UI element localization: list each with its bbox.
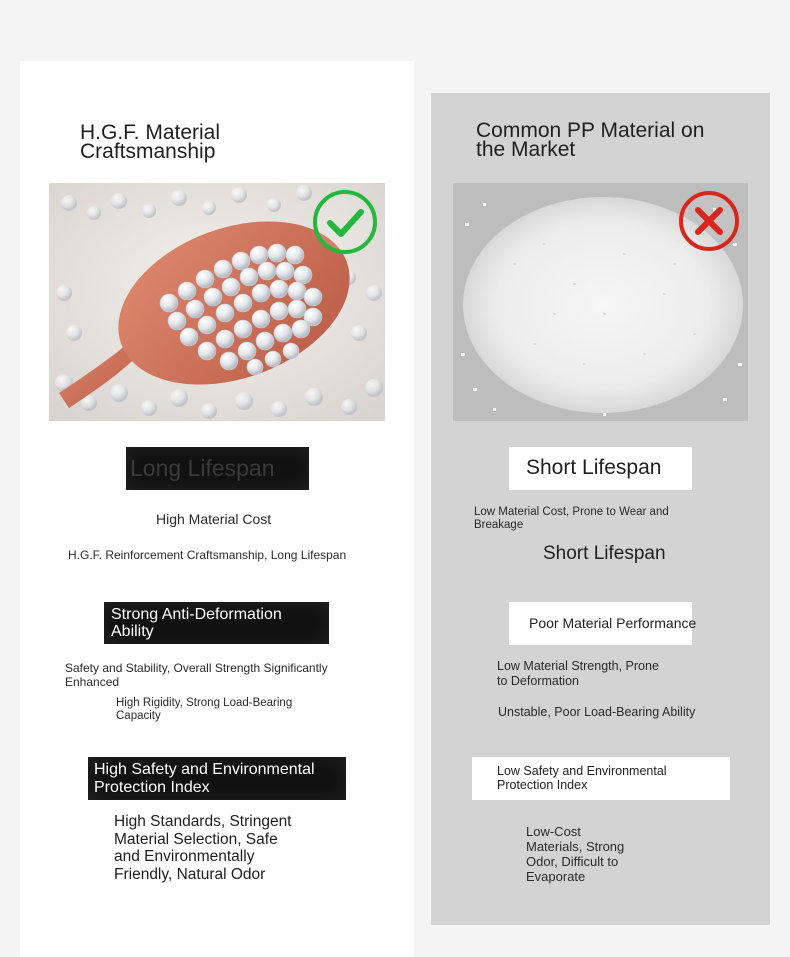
high-safety-text: High Safety and Environmental Protection Index	[94, 761, 315, 796]
unstable-load-text: Unstable, Poor Load-Bearing Ability	[498, 705, 696, 719]
poor-performance-label	[509, 602, 697, 645]
low-cost-materials-text: Low-Cost Materials, Strong Odor, Difficult to Evaporate	[526, 824, 625, 884]
short-lifespan-subtitle: Short Lifespan	[543, 543, 666, 564]
left-panel-title: H.G.F. Material Craftsmanship	[80, 121, 221, 163]
low-strength-text: Low Material Strength, Prone to Deformation	[497, 659, 659, 688]
x-circle-icon	[677, 189, 741, 253]
anti-deformation-text: Strong Anti-Deformation Ability	[111, 606, 282, 640]
anti-deformation-label	[104, 602, 329, 644]
safety-stability-text: Safety and Stability, Overall Strength Significantly Enhanced	[65, 661, 328, 689]
long-lifespan-text: Long Lifespan	[130, 455, 275, 481]
low-material-cost-text: Low Material Cost, Prone to Wear and Breakage	[474, 506, 669, 531]
poor-performance-text: Poor Material Performance	[529, 615, 697, 631]
check-circle-icon	[311, 188, 379, 256]
high-material-cost-text: High Material Cost	[156, 511, 272, 527]
low-safety-label	[472, 757, 730, 800]
reinforcement-craftsmanship-text: H.G.F. Reinforcement Craftsmanship, Long Lifespan	[68, 548, 347, 562]
short-lifespan-label	[509, 447, 692, 490]
high-safety-label	[88, 757, 346, 800]
short-lifespan-label-text: Short Lifespan	[526, 456, 662, 479]
high-standards-text: High Standards, Stringent Material Selection, Safe and Environmentally Friendly, Natural Odor	[114, 813, 292, 883]
long-lifespan-label	[126, 447, 309, 490]
low-safety-text: Low Safety and Environmental Protection Index	[497, 764, 667, 792]
high-rigidity-text: High Rigidity, Strong Load-Bearing Capacity	[116, 697, 293, 722]
right-panel-title: Common PP Material on the Market	[476, 119, 705, 161]
